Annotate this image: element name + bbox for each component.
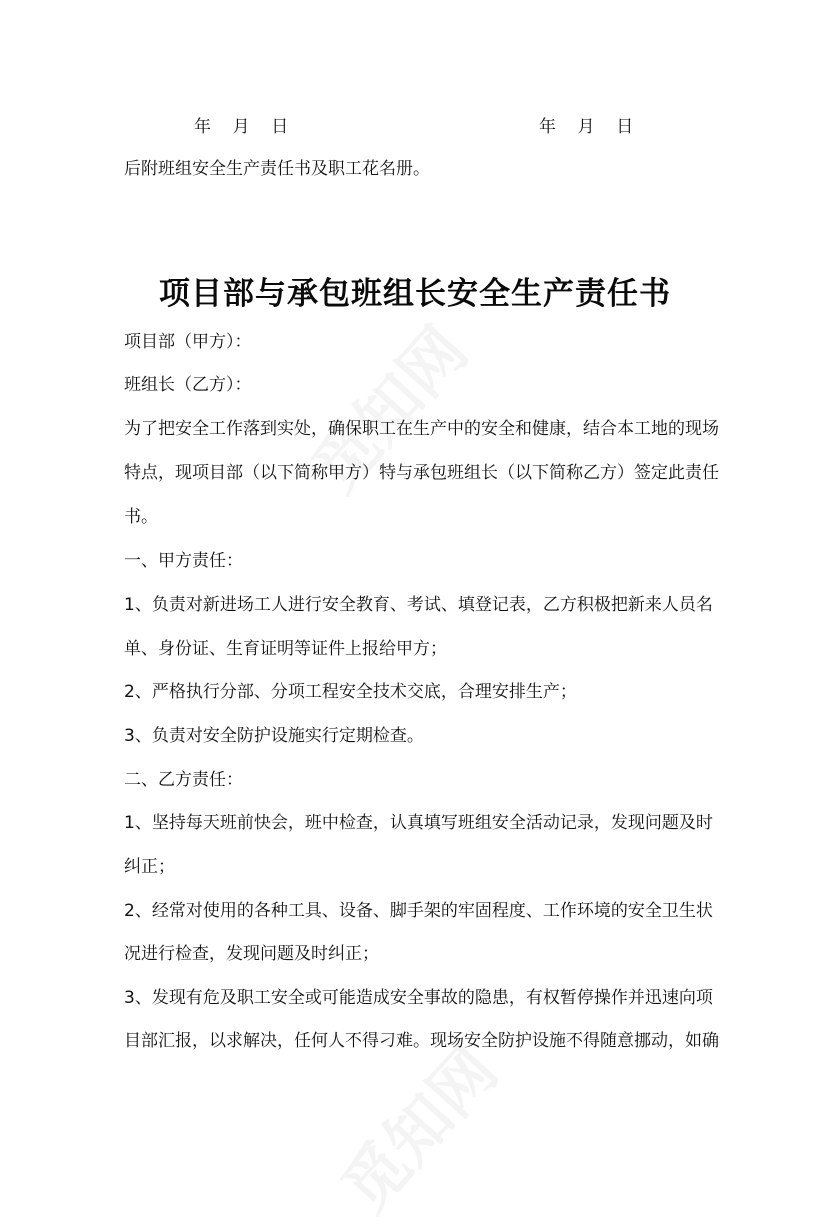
body-line: 为了把安全工作落到实处，确保职工在生产中的安全和健康，结合本工地的现场 — [124, 419, 719, 439]
attachment-note: 后附班组安全生产责任书及职工花名册。 — [124, 159, 430, 179]
body-line: 2、经常对使用的各种工具、设备、脚手架的牢固程度、工作环境的安全卫生状 — [124, 901, 713, 921]
body-line: 目部汇报，以求解决，任何人不得刁难。现场安全防护设施不得随意挪动，如确 — [124, 1031, 719, 1051]
body-line: 3、发现有危及职工安全或可能造成安全事故的隐患，有权暂停操作并迅速向项 — [124, 988, 713, 1008]
party-b-label: 班组长（乙方）： — [124, 375, 252, 395]
body-line: 单、身份证、生育证明等证件上报给甲方； — [124, 639, 447, 659]
document-title: 项目部与承包班组长安全生产责任书 — [159, 276, 671, 312]
signature-date-left: 年 月 日 — [194, 117, 289, 137]
body-line: 书。 — [124, 507, 158, 527]
section-heading-party-a: 一、甲方责任： — [124, 551, 243, 571]
body-line: 1、负责对新进场工人进行安全教育、考试、填登记表，乙方积极把新来人员名 — [124, 595, 713, 615]
body-line: 特点，现项目部（以下简称甲方）特与承包班组长（以下简称乙方）签定此责任 — [124, 463, 719, 483]
watermark — [318, 1024, 515, 1228]
section-heading-party-b: 二、乙方责任： — [124, 770, 243, 790]
body-line: 况进行检查，发现问题及时纠正； — [124, 944, 379, 964]
signature-date-right: 年 月 日 — [539, 117, 634, 137]
body-line: 2、严格执行分部、分项工程安全技术交底，合理安排生产； — [124, 682, 577, 702]
body-line: 纠正； — [124, 857, 175, 877]
party-a-label: 项目部（甲方）： — [124, 332, 252, 352]
body-line: 3、负责对安全防护设施实行定期检查。 — [124, 726, 424, 746]
body-line: 1、坚持每天班前快会，班中检查，认真填写班组安全活动记录，发现问题及时 — [124, 813, 713, 833]
